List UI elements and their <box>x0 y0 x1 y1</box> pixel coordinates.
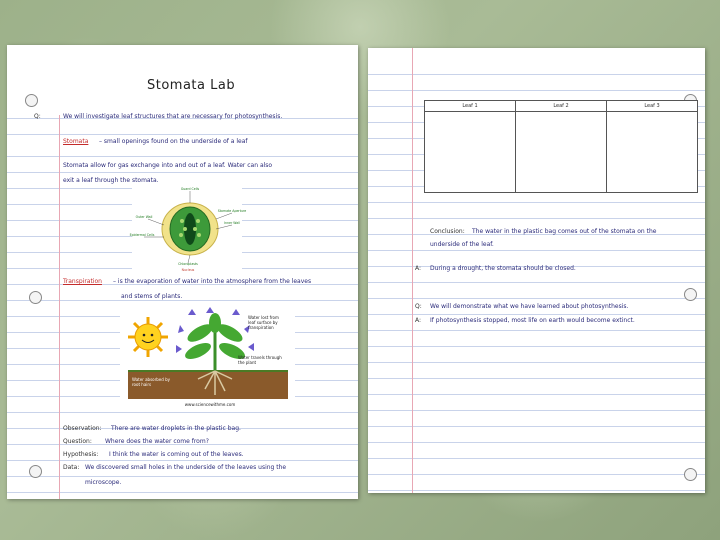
answer-text: During a drought, the stomata should be closed. <box>430 265 576 272</box>
q-text: We will investigate leaf structures that are necessary for photosynthesis. <box>63 113 283 120</box>
plant-label-root: Water absorbed by <box>132 377 170 382</box>
question-text: Where does the water come from? <box>105 438 209 445</box>
observation-text: There are water droplets in the plastic bag. <box>111 425 241 432</box>
paragraph-line: Stomata allow for gas exchange into and out of a leaf. Water can also <box>63 162 273 169</box>
plant-label-stem: Water travels through <box>238 355 282 360</box>
label-stomate-aperture: Stomate Aperture <box>217 209 247 213</box>
data-text: We discovered small holes in the underside of the leaves using the <box>85 464 287 471</box>
table-cell <box>607 112 698 193</box>
right-notebook-page <box>368 48 705 493</box>
table-cell <box>516 112 607 193</box>
label-chloroplasts: Chloroplasts <box>178 262 198 266</box>
plant-label-stem2: the plant <box>238 360 257 365</box>
data-label: Data: <box>63 464 80 471</box>
observation-label: Observation: <box>63 425 102 432</box>
plant-label-leaf3: transpiration <box>248 325 274 330</box>
label-guard-cells: Guard Cells <box>180 187 200 191</box>
binder-hole <box>29 291 42 304</box>
transpiration-diagram <box>120 309 295 409</box>
label-epidermal-cells: Epidermal Cells <box>129 233 155 237</box>
table-header-leaf-3: Leaf 3 <box>607 101 698 112</box>
paragraph-line: exit a leaf through the stomata. <box>63 177 159 184</box>
answer-text-2: If photosynthesis stopped, most life on earth would become extinct. <box>430 317 635 324</box>
conclusion-label: Conclusion: <box>430 228 465 235</box>
conclusion-text-cont: underside of the leaf. <box>430 241 494 248</box>
margin-line <box>412 48 413 493</box>
term-transpiration: Transpiration <box>63 278 102 285</box>
binder-hole <box>684 288 697 301</box>
stomata-diagram <box>129 185 247 273</box>
binder-hole <box>25 94 38 107</box>
binder-hole <box>29 465 42 478</box>
label-nucleus: Nucleus <box>181 268 195 272</box>
sun-icon <box>128 317 168 357</box>
question-label-2: Q: <box>415 303 422 310</box>
leaf-data-table <box>424 100 698 193</box>
transpiration-definition-cont: and stems of plants. <box>121 293 183 300</box>
hypothesis-text: I think the water is coming out of the leaves. <box>109 451 244 458</box>
q-label: Q: <box>34 113 41 120</box>
table-header-leaf-1: Leaf 1 <box>425 101 516 112</box>
question-label: Question: <box>63 438 92 445</box>
plant-label-root2: root hairs <box>132 382 152 387</box>
data-text-cont: microscope. <box>85 479 122 486</box>
label-outer-wall: Outer Wall <box>135 215 153 219</box>
answer-label-2: A: <box>415 317 422 324</box>
label-inner-wall: Inner Wall <box>224 221 240 225</box>
plant-figure-url: www.sciencewithme.com <box>184 402 236 407</box>
binder-hole <box>684 468 697 481</box>
page-title: Stomata Lab <box>147 78 236 93</box>
term-stomata-definition: – small openings found on the underside of a leaf <box>99 138 248 145</box>
transpiration-definition: – is the evaporation of water into the atmosphere from the leaves <box>113 278 312 285</box>
answer-label: A: <box>415 265 422 272</box>
conclusion-text: The water in the plastic bag comes out of the stomata on the <box>472 228 657 235</box>
plant-label-leaf: Water lost from <box>248 315 279 320</box>
plant-label-leaf2: leaf surface by <box>248 320 278 325</box>
term-stomata: Stomata <box>63 138 89 145</box>
table-cell <box>425 112 516 193</box>
table-header-leaf-2: Leaf 2 <box>516 101 607 112</box>
hypothesis-label: Hypothesis: <box>63 451 99 458</box>
question-text-2: We will demonstrate what we have learned about photosynthesis. <box>430 303 629 310</box>
left-notebook-page <box>7 45 358 499</box>
